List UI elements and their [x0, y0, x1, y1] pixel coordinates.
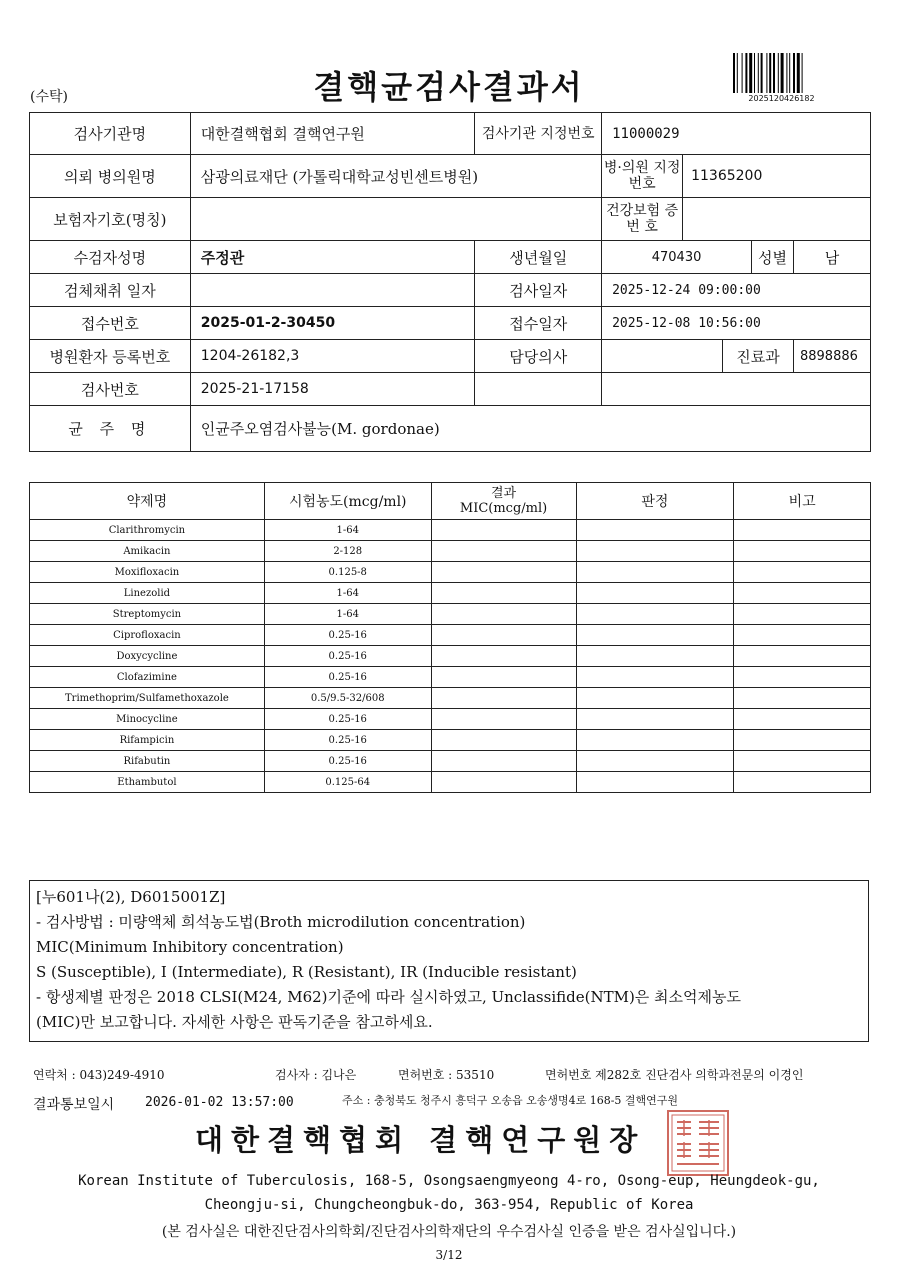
patient-info-table: [29, 112, 871, 452]
table-row: [30, 730, 871, 751]
cell-remarks: [734, 625, 871, 646]
english-address-2: Cheongju-si, Chungcheongbuk-do, 363-954, Republic of Korea: [204, 1197, 694, 1213]
cell-judgement: [576, 772, 734, 793]
note-line: [누601나(2), D6015001Z]: [36, 888, 226, 906]
cell-mic: [431, 625, 576, 646]
cell-range: 1-64: [264, 520, 431, 541]
dept-value: 8898886: [793, 340, 870, 373]
cell-drug: Rifabutin: [30, 751, 265, 772]
table-row: [30, 646, 871, 667]
cell-drug: Ethambutol: [30, 772, 265, 793]
cell-mic: [431, 667, 576, 688]
birth-value: 470430: [602, 241, 752, 274]
table-row: [30, 604, 871, 625]
cell-range: 1-64: [264, 583, 431, 604]
cell-judgement: [576, 583, 734, 604]
cell-judgement: [576, 667, 734, 688]
cell-judgement: [576, 604, 734, 625]
cell-range: 0.25-16: [264, 730, 431, 751]
note-line: MIC(Minimum Inhibitory concentration): [36, 938, 344, 956]
cell-range: 0.25-16: [264, 625, 431, 646]
patient-reg-value: 1204-26182,3: [190, 340, 475, 373]
cell-drug: Amikacin: [30, 541, 265, 562]
hospital-label: 의뢰 병의원명: [30, 155, 191, 198]
cell-remarks: [734, 730, 871, 751]
col-result-bottom: MIC(mcg/ml): [459, 501, 548, 516]
receipt-date-value: 2025-12-08 10:56:00: [602, 307, 871, 340]
cell-drug: Minocycline: [30, 709, 265, 730]
official-seal: [667, 1110, 729, 1176]
cell-range: 0.25-16: [264, 646, 431, 667]
table-row: [30, 667, 871, 688]
doctor-value: [602, 340, 723, 372]
doctor-label: 담당의사: [475, 340, 602, 373]
col-result-top: 결과: [491, 486, 517, 501]
cell-judgement: [576, 751, 734, 772]
certification-note: (본 검사실은 대한진단검사의학회/진단검사의학재단의 우수검사실 인증을 받은 검사실입니다.): [161, 1224, 737, 1240]
cell-mic: [431, 688, 576, 709]
test-no-value: 2025-21-17158: [190, 373, 475, 406]
seal-pattern-icon: [669, 1112, 727, 1174]
patient-value: 주정관: [190, 241, 475, 274]
table-row: [30, 583, 871, 604]
cell-remarks: [734, 604, 871, 625]
cell-mic: [431, 562, 576, 583]
test-date-value: 2025-12-24 09:00:00: [602, 274, 871, 307]
strain-label: 균 주 명: [30, 406, 191, 452]
table-row: [30, 625, 871, 646]
cell-mic: [431, 604, 576, 625]
cell-judgement: [576, 709, 734, 730]
cell-mic: [431, 583, 576, 604]
cell-drug: Trimethoprim/Sulfamethoxazole: [30, 688, 265, 709]
patient-reg-label: 병원환자 등록번호: [30, 340, 191, 373]
sex-label: 성별: [752, 241, 794, 274]
cell-drug: Doxycycline: [30, 646, 265, 667]
insured-label: 보험자기호(명칭): [30, 198, 191, 241]
note-line: - 항생제별 판정은 2018 CLSI(M24, M62)기준에 따라 실시하였고, Unclassifide(NTM)은 최소억제농도: [36, 988, 742, 1006]
page-number: 3/12: [435, 1248, 463, 1262]
cell-drug: Clofazimine: [30, 667, 265, 688]
insured-value: [190, 198, 601, 241]
health-ins-label: 건강보험 증 번 호: [602, 198, 683, 240]
cell-remarks: [734, 751, 871, 772]
cell-remarks: [734, 541, 871, 562]
address: 주소 : 충청북도 청주시 흥덕구 오송읍 오송생명4로 168-5 결핵연구원: [342, 1094, 679, 1107]
col-drug: 약제명: [30, 483, 265, 520]
cell-mic: [431, 772, 576, 793]
inst-code-value: 11000029: [602, 113, 871, 155]
consign-label: (수탁): [30, 89, 68, 105]
cell-remarks: [734, 688, 871, 709]
col-remarks: 비고: [734, 483, 871, 520]
cell-drug: Rifampicin: [30, 730, 265, 751]
license: 면허번호 : 53510: [398, 1068, 495, 1082]
cell-range: 0.125-8: [264, 562, 431, 583]
inst-label: 검사기관명: [30, 113, 191, 155]
col-result: [431, 483, 576, 520]
drug-susceptibility-table: [29, 482, 871, 793]
cell-mic: [431, 520, 576, 541]
specialist: 면허번호 제282호 진단검사 의학과전문의 이경인: [545, 1068, 804, 1082]
cell-drug: Streptomycin: [30, 604, 265, 625]
cell-range: 0.125-64: [264, 772, 431, 793]
receipt-date-label: 접수일자: [475, 307, 602, 340]
contact: 연락처 : 043)249-4910: [33, 1068, 165, 1082]
strain-value: 인균주오염검사불능(M. gordonae): [190, 406, 870, 452]
cell-judgement: [576, 646, 734, 667]
cell-mic: [431, 709, 576, 730]
patient-label: 수검자성명: [30, 241, 191, 274]
cell-range: 0.25-16: [264, 751, 431, 772]
hospital-code-value: 11365200: [691, 168, 763, 184]
note-line: (MIC)만 보고합니다. 자세한 사항은 판독기준을 참고하세요.: [36, 1013, 433, 1031]
table-row: [30, 520, 871, 541]
notes-box: [29, 880, 869, 1042]
cell-range: 1-64: [264, 604, 431, 625]
test-no-label: 검사번호: [30, 373, 191, 406]
cell-remarks: [734, 583, 871, 604]
organization-name: 대한결핵협회 결핵연구원장: [195, 1123, 646, 1157]
examiner: 검사자 : 김나은: [275, 1068, 357, 1082]
cell-judgement: [576, 541, 734, 562]
document-title: 결핵균검사결과서: [313, 68, 585, 106]
barcode-number: 2025120426182: [748, 94, 815, 103]
cell-range: 0.5/9.5-32/608: [264, 688, 431, 709]
cell-judgement: [576, 625, 734, 646]
cell-remarks: [734, 709, 871, 730]
hospital-code-label: 병·의원 지정번호: [602, 155, 683, 197]
note-line: - 검사방법 : 미량액체 희석농도법(Broth microdilution concentration): [36, 913, 526, 931]
cell-remarks: [734, 772, 871, 793]
receipt-no-value: 2025-01-2-30450: [190, 307, 475, 340]
cell-drug: Moxifloxacin: [30, 562, 265, 583]
cell-judgement: [576, 562, 734, 583]
cell-range: 0.25-16: [264, 667, 431, 688]
collect-value: [190, 274, 475, 307]
cell-drug: Linezolid: [30, 583, 265, 604]
cell-mic: [431, 646, 576, 667]
table-row: [30, 772, 871, 793]
cell-remarks: [734, 520, 871, 541]
receipt-no-label: 접수번호: [30, 307, 191, 340]
table-row: [30, 688, 871, 709]
cell-remarks: [734, 667, 871, 688]
note-line: S (Susceptible), I (Intermediate), R (Resistant), IR (Inducible resistant): [36, 963, 577, 981]
cell-mic: [431, 751, 576, 772]
birth-label: 생년월일: [475, 241, 602, 274]
hospital-value: 삼광의료재단 (가톨릭대학교성빈센트병원): [190, 155, 601, 198]
cell-range: 2-128: [264, 541, 431, 562]
dept-label: 진료과: [736, 347, 780, 366]
table-row: [30, 751, 871, 772]
inst-value: 대한결핵협회 결핵연구원: [190, 113, 475, 155]
inst-code-label: 검사기관 지정번호: [475, 113, 602, 155]
english-address-1: Korean Institute of Tuberculosis, 168-5, Osongsaengmyeong 4-ro, Osong-eup, Heungdeok-gu,: [78, 1173, 820, 1189]
collect-label: 검체채취 일자: [30, 274, 191, 307]
notify-label: 결과통보일시: [33, 1097, 115, 1113]
cell-judgement: [576, 520, 734, 541]
table-row: [30, 709, 871, 730]
notify-time: 2026-01-02 13:57:00: [145, 1095, 294, 1110]
cell-mic: [431, 541, 576, 562]
sex-value: 남: [793, 241, 870, 274]
cell-judgement: [576, 730, 734, 751]
cell-remarks: [734, 646, 871, 667]
cell-drug: Clarithromycin: [30, 520, 265, 541]
cell-judgement: [576, 688, 734, 709]
col-judgement: 판정: [576, 483, 734, 520]
col-range: 시험농도(mcg/ml): [264, 483, 431, 520]
cell-drug: Ciprofloxacin: [30, 625, 265, 646]
test-date-label: 검사일자: [475, 274, 602, 307]
cell-range: 0.25-16: [264, 709, 431, 730]
barcode: [733, 53, 830, 93]
cell-remarks: [734, 562, 871, 583]
table-row: [30, 562, 871, 583]
cell-mic: [431, 730, 576, 751]
table-row: [30, 541, 871, 562]
